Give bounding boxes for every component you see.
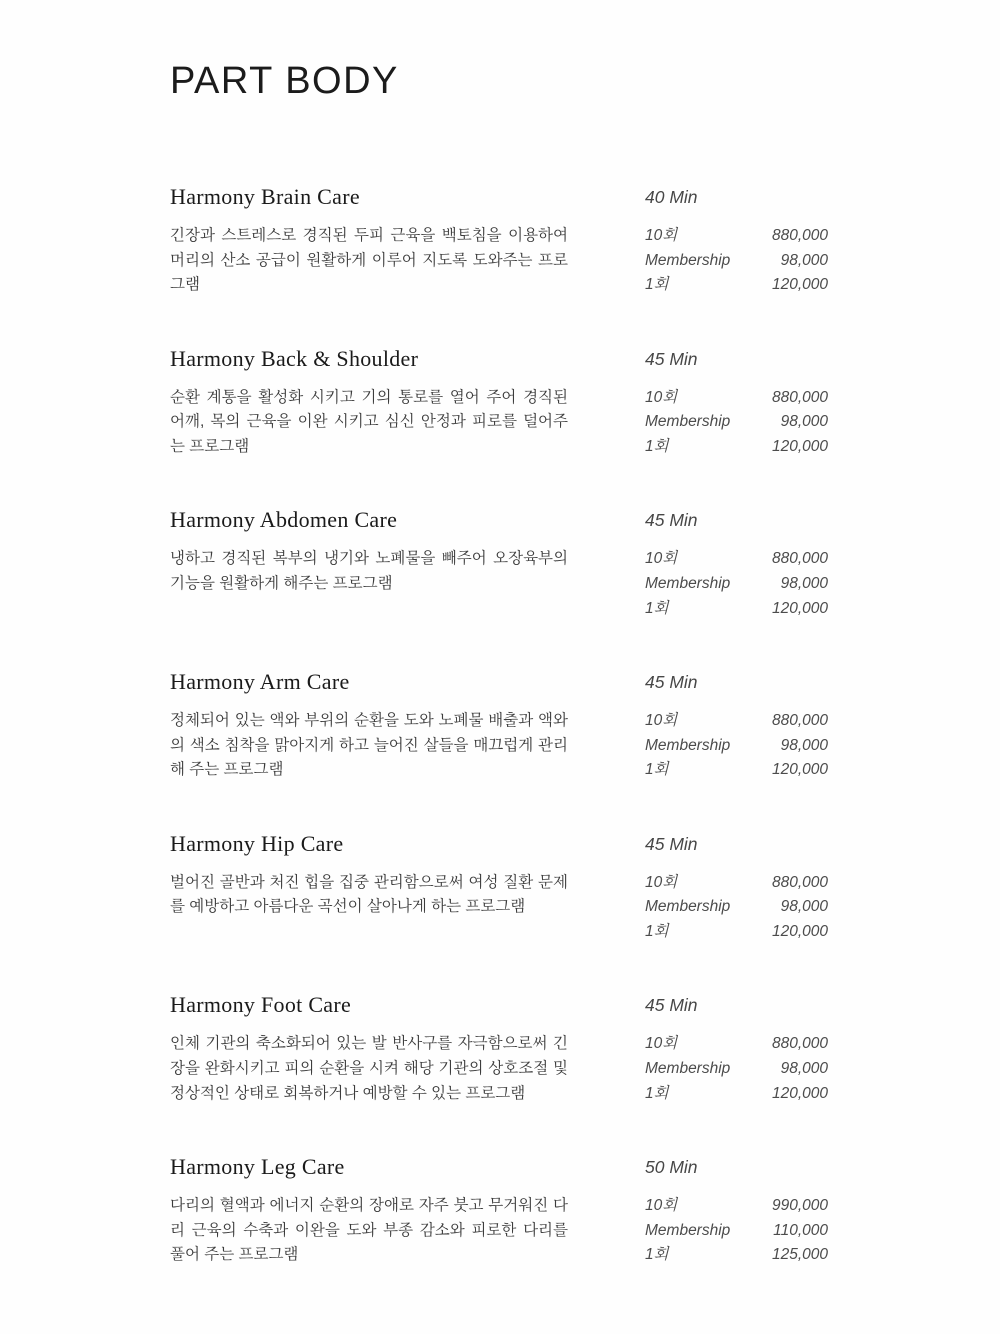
price-label: 10회 [645, 1197, 678, 1215]
section-right-column [645, 668, 828, 783]
item-title: Harmony Foot Care [170, 992, 352, 1018]
item-duration: 50 Min [645, 1157, 698, 1178]
menu-section [0, 1153, 1000, 1315]
price-value: 120,000 [771, 437, 828, 455]
item-title: Harmony Leg Care [170, 1154, 345, 1180]
price-label: 10회 [645, 1035, 678, 1053]
price-row [645, 734, 828, 759]
price-row [645, 871, 828, 896]
price-label: Membership [645, 736, 731, 754]
price-row [645, 410, 828, 435]
price-label: 10회 [645, 388, 678, 406]
price-row [645, 597, 828, 622]
price-value: 98,000 [780, 574, 828, 592]
menu-section [0, 668, 1000, 830]
section-left-column [170, 183, 568, 298]
section-left-column [170, 506, 568, 621]
price-label: 1회 [645, 1084, 669, 1102]
price-value: 120,000 [771, 599, 828, 617]
price-label: 1회 [645, 276, 669, 294]
price-list [645, 224, 828, 298]
price-list [645, 1032, 828, 1106]
item-title: Harmony Abdomen Care [170, 507, 398, 533]
price-label: Membership [645, 1221, 731, 1239]
price-row [645, 572, 828, 597]
section-right-column [645, 345, 828, 460]
price-label: 1회 [645, 922, 669, 940]
price-label: 10회 [645, 227, 678, 244]
price-value: 98,000 [780, 736, 828, 754]
section-left-column [170, 345, 568, 460]
page-title: PART BODY [170, 60, 399, 102]
price-label: Membership [645, 898, 731, 916]
price-label: 1회 [645, 1246, 669, 1264]
item-duration: 45 Min [645, 510, 698, 531]
price-row [645, 1194, 828, 1219]
price-label: 10회 [645, 550, 678, 568]
price-value: 880,000 [771, 388, 828, 406]
price-row [645, 920, 828, 945]
menu-section [0, 183, 1000, 345]
item-description: 긴장과 스트레스로 경직된 두피 근육을 백토침을 이용하여 머리의 산소 공급이 원활하게 이루어 지도록 도와주는 프로그램 [170, 227, 568, 294]
price-row [645, 249, 828, 274]
price-row [645, 758, 828, 783]
item-duration: 40 Min [645, 187, 698, 207]
price-value: 880,000 [771, 1035, 828, 1053]
item-description: 냉하고 경직된 복부의 냉기와 노폐물을 빼주어 오장육부의 기능을 원활하게 해주는 프로그램 [170, 550, 568, 592]
price-row [645, 386, 828, 411]
price-value: 98,000 [780, 251, 828, 269]
price-value: 880,000 [771, 712, 828, 730]
item-duration: 45 Min [645, 348, 698, 369]
item-description: 순환 계통을 활성화 시키고 기의 통로를 열어 주어 경직된 어깨, 목의 근육을 이완 시키고 심신 안정과 피로를 덜어주는 프로그램 [170, 388, 568, 455]
section-right-column [645, 991, 828, 1106]
item-description: 다리의 혈액과 에너지 순환의 장애로 자주 붓고 무거워진 다리 근육의 수축과 이완을 도와 부종 감소와 피로한 다리를 풀어 주는 프로그램 [170, 1197, 568, 1264]
price-row [645, 273, 828, 298]
item-title: Harmony Arm Care [170, 669, 350, 695]
item-title: Harmony Brain Care [170, 184, 360, 209]
section-left-column [170, 991, 568, 1106]
item-duration: 45 Min [645, 672, 698, 693]
section-right-column [645, 830, 828, 945]
section-left-column [170, 1153, 568, 1268]
item-description: 정체되어 있는 액와 부위의 순환을 도와 노폐물 배출과 액와의 색소 침착을 맑아지게 하고 늘어진 살들을 매끄럽게 관리해 주는 프로그램 [170, 712, 568, 779]
item-title: Harmony Hip Care [170, 830, 344, 856]
price-row [645, 224, 828, 249]
price-value: 880,000 [771, 227, 828, 244]
price-row [645, 1243, 828, 1268]
section-right-column [645, 506, 828, 621]
section-left-column [170, 830, 568, 945]
price-row [645, 1032, 828, 1057]
price-value: 125,000 [771, 1246, 828, 1264]
section-right-column [645, 183, 828, 298]
price-label: 1회 [645, 599, 669, 617]
price-row [645, 435, 828, 460]
menu-section [0, 345, 1000, 507]
price-label: 10회 [645, 873, 678, 891]
price-label: Membership [645, 251, 731, 269]
price-row [645, 1219, 828, 1244]
menu-section [0, 830, 1000, 992]
price-value: 120,000 [771, 276, 828, 294]
price-value: 120,000 [771, 922, 828, 940]
price-value: 990,000 [771, 1197, 828, 1215]
price-label: 1회 [645, 761, 669, 779]
price-list [645, 1194, 828, 1268]
price-row [645, 895, 828, 920]
item-description: 인체 기관의 축소화되어 있는 발 반사구를 자극함으로써 긴장을 완화시키고 피의 순환을 시켜 해당 기관의 상호조절 및 정상적인 상태로 회복하거나 예방할 수 있는 프로그램 [170, 1035, 568, 1102]
price-row [645, 1057, 828, 1082]
item-title: Harmony Back & Shoulder [170, 345, 419, 371]
price-value: 98,000 [780, 413, 828, 431]
menu-sections [0, 183, 1000, 1315]
section-left-column [170, 668, 568, 783]
price-list [645, 871, 828, 945]
price-label: Membership [645, 574, 731, 592]
price-label: Membership [645, 413, 731, 431]
price-row [645, 547, 828, 572]
price-value: 98,000 [780, 898, 828, 916]
price-label: 1회 [645, 437, 669, 455]
item-description: 벌어진 골반과 처진 힙을 집중 관리함으로써 여성 질환 문제를 예방하고 아름다운 곡선이 살아나게 하는 프로그램 [170, 873, 568, 916]
item-duration: 45 Min [645, 833, 698, 854]
price-label: Membership [645, 1060, 731, 1078]
section-right-column [645, 1153, 828, 1268]
price-row [645, 709, 828, 734]
price-value: 110,000 [773, 1221, 828, 1239]
price-list [645, 386, 828, 460]
price-value: 120,000 [771, 1084, 828, 1102]
price-list [645, 547, 828, 621]
price-value: 880,000 [771, 873, 828, 891]
price-list [645, 709, 828, 783]
price-row [645, 1082, 828, 1107]
price-value: 98,000 [780, 1060, 828, 1078]
menu-section [0, 991, 1000, 1153]
price-label: 10회 [645, 712, 678, 730]
item-duration: 45 Min [645, 995, 698, 1016]
price-value: 120,000 [771, 761, 828, 779]
price-value: 880,000 [771, 550, 828, 568]
menu-section [0, 506, 1000, 668]
